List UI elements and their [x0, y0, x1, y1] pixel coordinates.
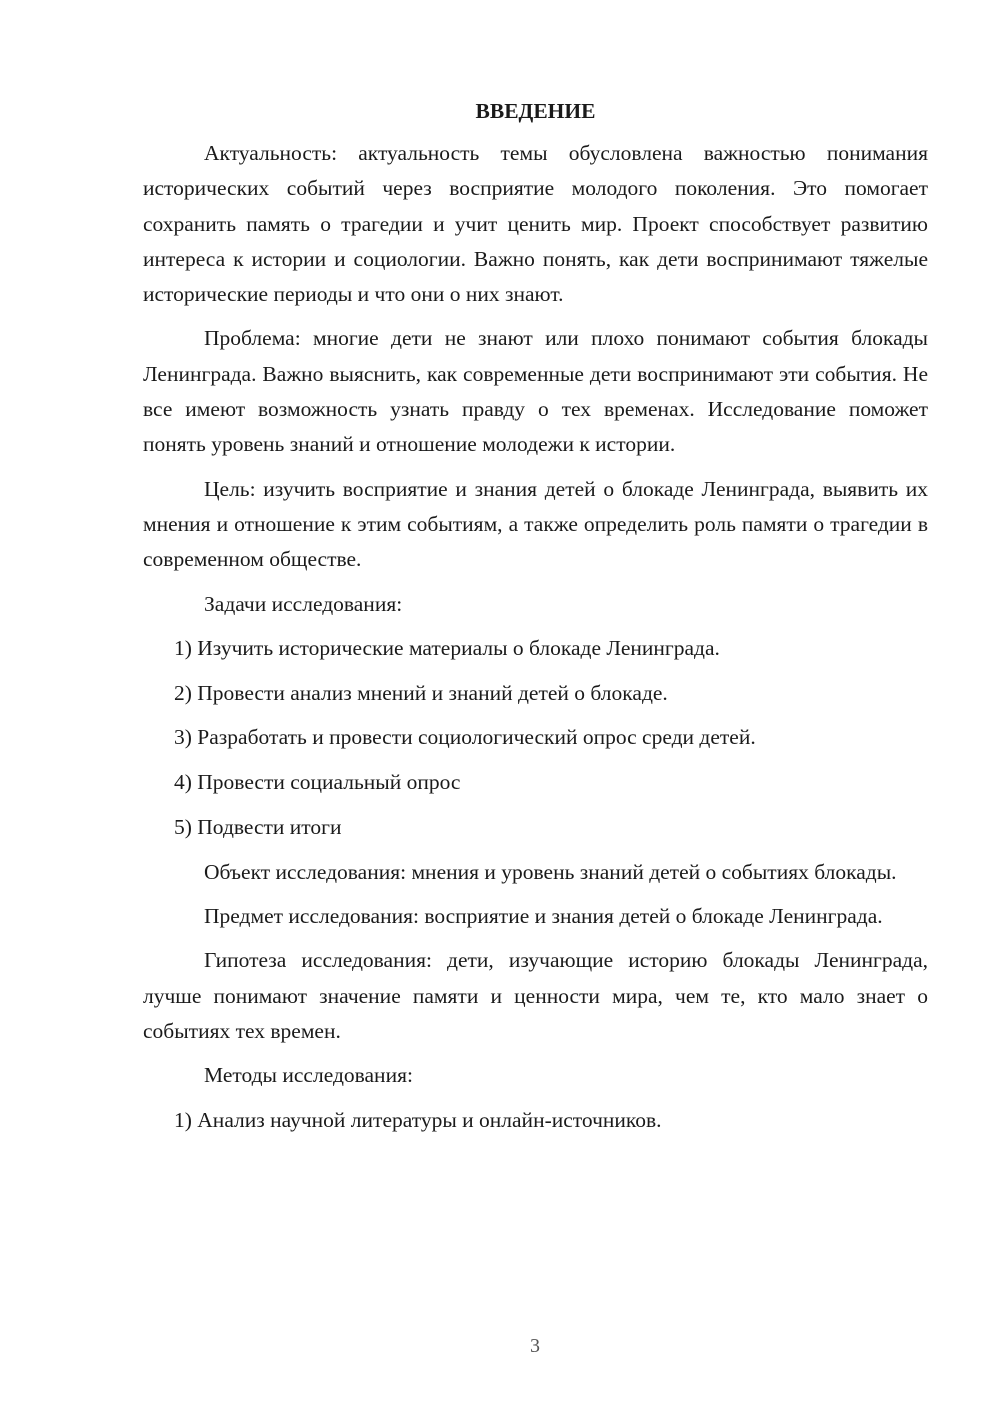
list-item: 1) Изучить исторические материалы о блокаде Ленинграда.	[174, 635, 720, 660]
methods-heading: Методы исследования:	[204, 1063, 413, 1088]
list-item: 5) Подвести итоги	[174, 815, 342, 840]
section-title: ВВЕДЕНИЕ	[475, 99, 596, 123]
document-page	[143, 96, 928, 1147]
page-number: 3	[530, 1335, 540, 1357]
subject-paragraph: Предмет исследования: восприятие и знания детей о блокаде Ленинграда.	[204, 904, 883, 929]
goal-paragraph: Цель: изучить восприятие и знания детей о блокаде Ленинграда, выявить их мнения и отношение к этим событиям, а также определить роль памяти о трагедии в современном обществе.	[143, 476, 928, 572]
tasks-heading: Задачи исследования:	[204, 591, 403, 616]
list-item: 1) Анализ научной литературы и онлайн-источников.	[174, 1107, 662, 1132]
list-item: 3) Разработать и провести социологический опрос среди детей.	[174, 725, 756, 750]
problem-paragraph: Проблема: многие дети не знают или плохо понимают события блокады Ленинграда. Важно выяснить, как современные дети воспринимают эти события. Не все имеют возможность узнать правду о тех временах. Исследование поможет понять уровень знаний и отношение молодежи к истории.	[143, 326, 928, 457]
tasks-list	[143, 631, 928, 845]
hypothesis-paragraph: Гипотеза исследования: дети, изучающие историю блокады Ленинграда, лучше понимают значение памяти и ценности мира, чем те, кто мало знает о событиях тех времен.	[143, 948, 928, 1044]
object-paragraph: Объект исследования: мнения и уровень знаний детей о событиях блокады.	[204, 859, 897, 884]
list-item: 4) Провести социальный опрос	[174, 770, 461, 795]
list-item: 2) Провести анализ мнений и знаний детей о блокаде.	[174, 680, 668, 705]
methods-list	[143, 1103, 928, 1138]
relevance-paragraph: Актуальность: актуальность темы обусловлена важностью понимания исторических событий через восприятие молодого поколения. Это помогает сохранить память о трагедии и учит ценить мир. Проект способствует развитию интереса к истории и социологии. Важно понять, как дети воспринимают тяжелые исторические периоды и что они о них знают.	[143, 141, 928, 307]
